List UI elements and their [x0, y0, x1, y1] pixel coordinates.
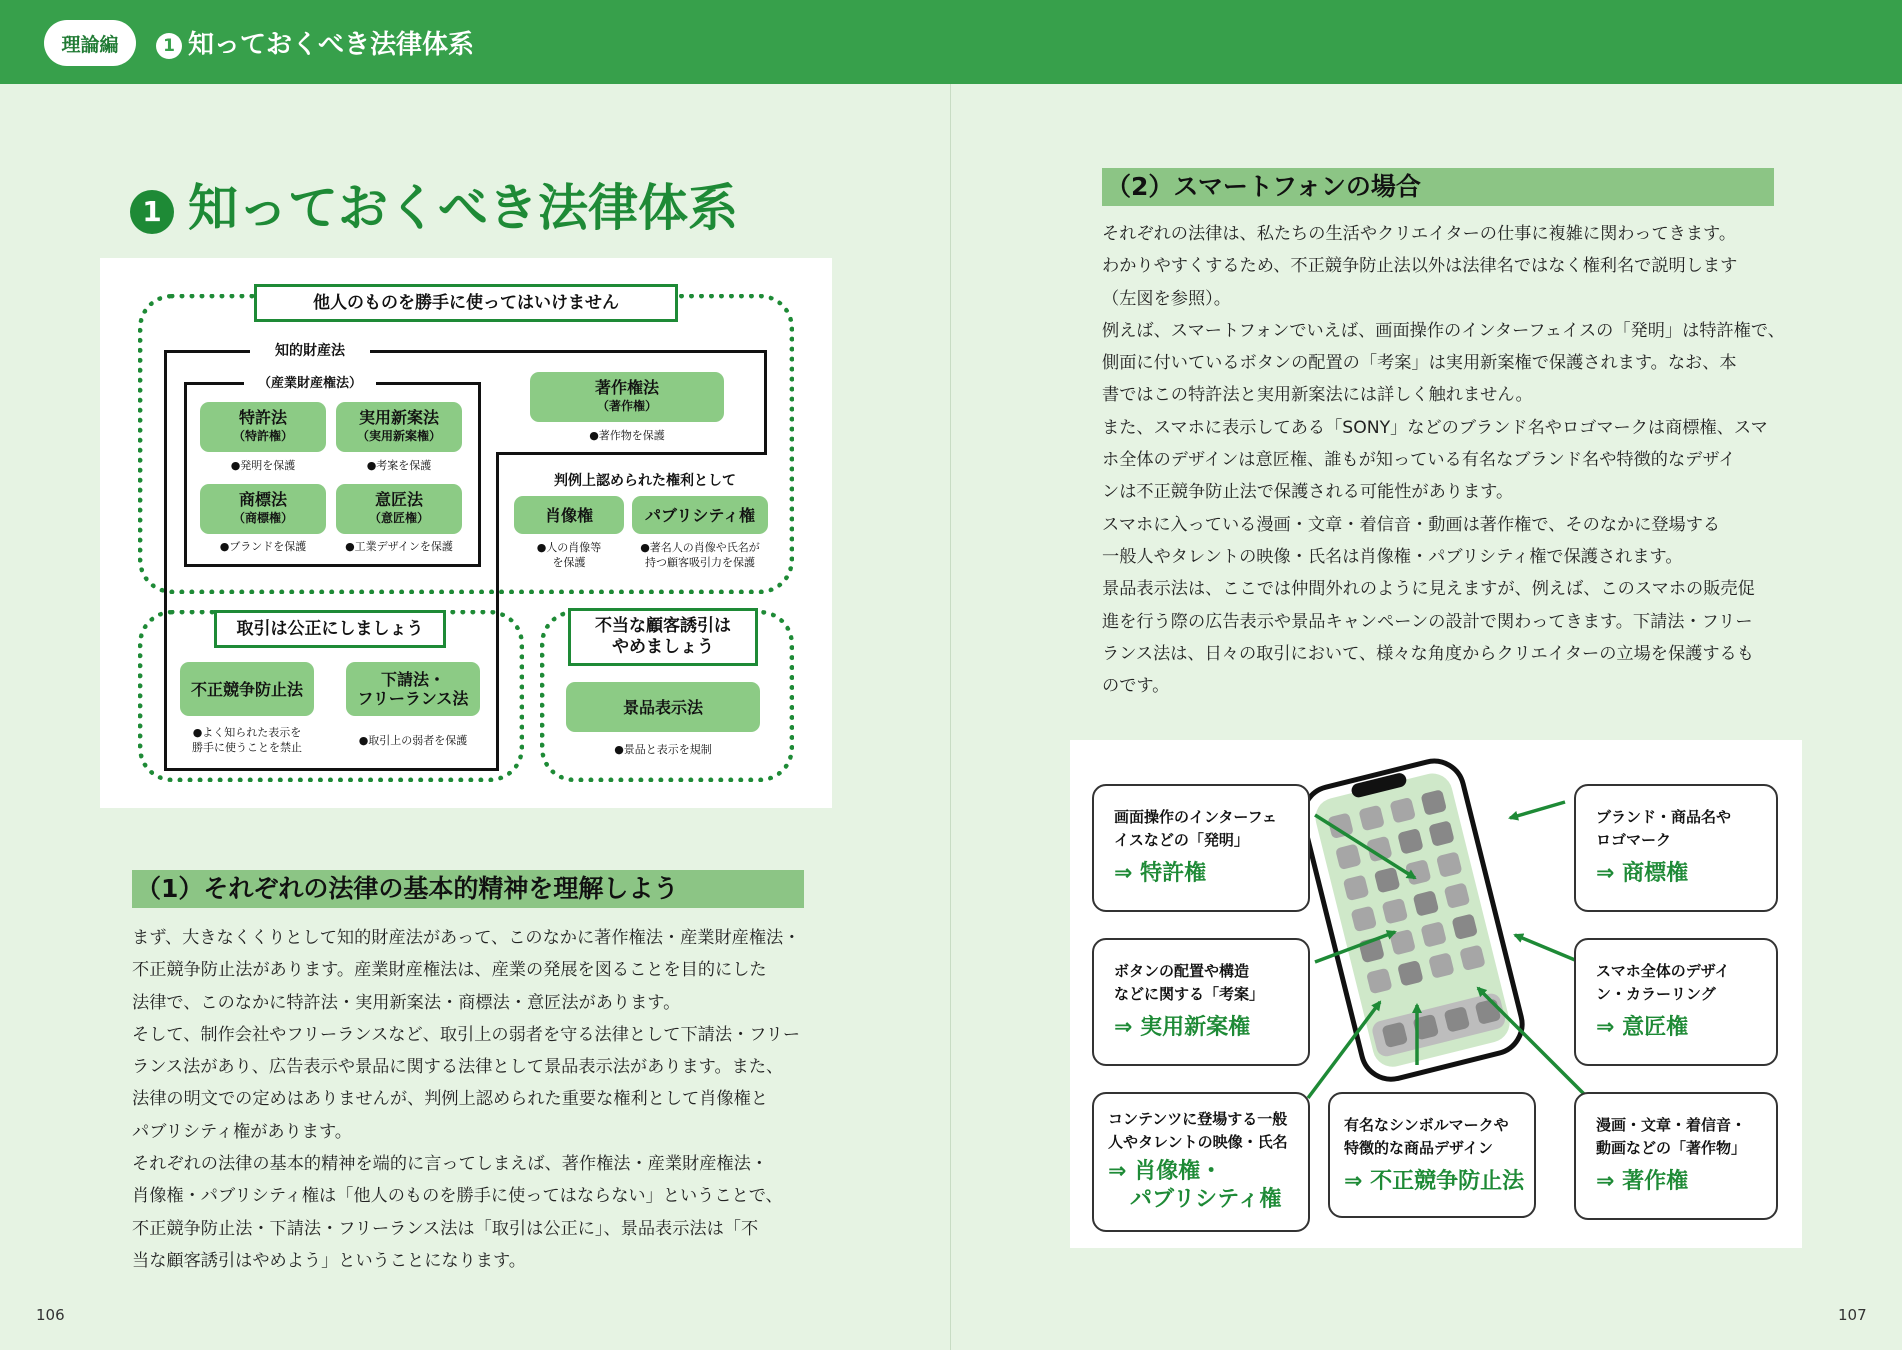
smartphone-diagram — [1070, 740, 1802, 1248]
callout-design — [1574, 938, 1778, 1066]
callout-patent-line1: 画面操作のインターフェ — [1114, 808, 1277, 826]
ip-line-bottom — [164, 768, 499, 771]
callout-patent-line2: イスなどの「発明」 — [1114, 831, 1249, 849]
unfair-title: 不正競争防止法 — [190, 679, 303, 699]
s1-line: ランス法があり、広告表示や景品に関する法律として景品表示法があります。また、 — [132, 1057, 784, 1078]
portrait-title: 肖像権 — [544, 505, 593, 525]
ip-line-left — [164, 350, 167, 770]
callout-trademark-line1: ブランド・商品名や — [1596, 808, 1732, 826]
page-number-right: 107 — [1838, 1306, 1867, 1324]
callout-copyright-line2: 動画などの「著作物」 — [1596, 1139, 1747, 1157]
design-note: ●工業デザインを保護 — [345, 540, 453, 553]
s2-line: ンは不正競争防止法で保護される可能性があります。 — [1102, 482, 1514, 503]
publicity-note-line2: 持つ顧客吸引力を保護 — [645, 556, 755, 569]
s1-line: 法律で、このなかに特許法・実用新案法・商標法・意匠法があります。 — [132, 992, 681, 1013]
subcontract-title2: フリーランス法 — [357, 689, 469, 708]
s2-line: 書ではこの特許法と実用新案法には詳しく触れません。 — [1102, 385, 1533, 406]
trademark-title: 商標法 — [238, 490, 287, 509]
design-sub: （意匠権） — [368, 511, 429, 525]
label-case-law: 判例上認められた権利として — [554, 473, 736, 489]
publicity-note-line1: ●著名人の肖像や氏名が — [640, 541, 760, 554]
s2-line: （左図を参照）。 — [1102, 288, 1231, 309]
page-title-text: 知っておくべき法律体系 — [188, 179, 738, 237]
patent-title: 特許法 — [238, 408, 287, 427]
callout-publicity-right2: パブリシティ権 — [1130, 1187, 1282, 1212]
page-title — [130, 168, 738, 240]
unfair-note-line1: ●よく知られた表示を — [192, 726, 302, 739]
box-premium — [566, 682, 760, 732]
phone-icon — [1297, 755, 1529, 1086]
unfair-note-line2: 勝手に使うことを禁止 — [192, 741, 302, 754]
patent-note: ●発明を保護 — [230, 459, 296, 472]
s2-line: 例えば、スマートフォンでいえば、画面操作のインターフェイスの「発明」は特許権で、 — [1102, 320, 1785, 341]
ip-line-top-a — [164, 350, 250, 353]
design-title: 意匠法 — [374, 490, 423, 509]
utility-title: 実用新案法 — [358, 408, 439, 427]
callout-utility — [1092, 938, 1310, 1066]
label-others: 他人のものを勝手に使ってはいけません — [254, 284, 678, 322]
page-number-left: 106 — [36, 1306, 65, 1324]
box-design — [336, 484, 462, 534]
s2-line: また、スマホに表示してある「SONY」などのブランド名やロゴマークは商標権、スマ — [1102, 417, 1768, 438]
publicity-note — [626, 540, 774, 570]
callout-copyright — [1574, 1092, 1778, 1220]
s2-line: 景品表示法は、ここでは仲間外れのように見えますが、例えば、このスマホの販売促 — [1102, 579, 1755, 600]
callout-patent — [1092, 784, 1310, 912]
s1-line: 法律の明文での定めはありませんが、判例上認められた重要な権利として肖像権と — [132, 1089, 768, 1110]
subcontract-title1: 下請法・ — [380, 670, 445, 689]
box-copyright — [530, 372, 724, 422]
portrait-note-line1: ●人の肖像等 — [536, 541, 602, 554]
callout-trademark — [1574, 784, 1778, 912]
box-utility — [336, 402, 462, 452]
s2-line: 側面に付いているボタンの配置の「考案」は実用新案権で保護されます。なお、本 — [1102, 353, 1737, 374]
ip-line-step-v — [496, 452, 499, 770]
label-induce — [568, 608, 758, 666]
box-unfair-competition — [180, 662, 314, 716]
ind-line-bottom — [184, 564, 481, 567]
section1-body — [132, 922, 832, 1277]
copyright-title: 著作権法 — [594, 378, 659, 397]
utility-note: ●考案を保護 — [366, 459, 432, 472]
premium-title: 景品表示法 — [622, 697, 703, 717]
box-subcontract — [346, 662, 480, 716]
section1-heading: （1）それぞれの法律の基本的精神を理解しよう — [132, 870, 804, 908]
callout-design-line2: ン・カラーリング — [1596, 985, 1716, 1003]
s2-line: わかりやすくするため、不正競争防止法以外は法律名ではなく権利名で説明します — [1102, 256, 1738, 277]
ip-line-top-b — [370, 350, 766, 353]
s2-line: ホ全体のデザインは意匠権、誰もが知っている有名なブランド名や特徴的なデザイ — [1102, 450, 1736, 471]
title-number-icon: 1 — [130, 190, 174, 234]
callout-trademark-right: ⇒ 商標権 — [1596, 861, 1689, 886]
s1-line: 不正競争防止法があります。産業財産権法は、産業の発展を図ることを目的にした — [132, 960, 767, 981]
callout-design-right: ⇒ 意匠権 — [1596, 1015, 1689, 1040]
callout-unfair-right: ⇒ 不正競争防止法 — [1344, 1169, 1525, 1194]
induce-line2: やめましょう — [612, 637, 714, 657]
callout-copyright-line1: 漫画・文章・着信音・ — [1596, 1116, 1747, 1134]
s1-line: 肖像権・パブリシティ権は「他人のものを勝手に使ってはならない」ということで、 — [132, 1186, 783, 1207]
utility-sub: （実用新案権） — [356, 429, 441, 443]
callout-copyright-right: ⇒ 著作権 — [1596, 1169, 1689, 1194]
header-title — [156, 24, 474, 61]
callout-unfair-line1: 有名なシンボルマークや — [1344, 1116, 1509, 1134]
s2-line: 一般人やタレントの映像・氏名は肖像権・パブリシティ権で保護されます。 — [1102, 546, 1683, 567]
ind-line-top-b — [376, 382, 480, 385]
s2-line: それぞれの法律は、私たちの生活やクリエイターの仕事に複雑に関わってきます。 — [1102, 224, 1737, 244]
induce-line1: 不当な顧客誘引は — [595, 616, 731, 636]
s1-line: パブリシティ権があります。 — [132, 1121, 352, 1142]
callout-unfair-line2: 特徴的な商品デザイン — [1344, 1139, 1493, 1157]
callout-trademark-line2: ロゴマーク — [1596, 831, 1672, 849]
patent-sub: （特許権） — [232, 429, 293, 443]
section2-heading: （2）スマートフォンの場合 — [1102, 168, 1774, 206]
ip-line-right — [764, 350, 767, 454]
box-portrait — [514, 496, 624, 534]
box-patent — [200, 402, 326, 452]
ip-line-step-h — [496, 452, 767, 455]
callout-utility-line1: ボタンの配置や構造 — [1114, 962, 1250, 980]
box-publicity — [632, 496, 768, 534]
ind-line-right — [478, 382, 481, 566]
section2-body — [1102, 218, 1822, 702]
subcontract-note: ●取引上の弱者を保護 — [358, 734, 468, 747]
page-spine — [950, 84, 951, 1350]
ind-line-left — [184, 382, 187, 566]
premium-note: ●景品と表示を規制 — [614, 743, 712, 756]
portrait-note — [514, 540, 624, 570]
callout-publicity-line2: 人やタレントの映像・氏名 — [1108, 1133, 1288, 1151]
callout-unfair — [1328, 1092, 1536, 1218]
callout-publicity-line1: コンテンツに登場する一般 — [1108, 1110, 1288, 1128]
label-ip-law: 知的財産法 — [275, 343, 345, 359]
label-industrial: （産業財産権法） — [257, 376, 362, 391]
s2-line: ランス法は、日々の取引において、様々な角度からクリエイターの立場を保護するも — [1102, 643, 1754, 664]
copyright-sub: （著作権） — [596, 399, 657, 413]
s2-line: スマホに入っている漫画・文章・着信音・動画は著作権で、そのなかに登場する — [1102, 514, 1721, 535]
copyright-note: ●著作物を保護 — [589, 429, 665, 442]
trademark-note: ●ブランドを保護 — [219, 540, 307, 553]
callout-utility-right: ⇒ 実用新案権 — [1114, 1015, 1251, 1040]
s1-line: そして、制作会社やフリーランスなど、取引上の弱者を守る法律として下請法・フリー — [132, 1024, 801, 1045]
s2-line: 進を行う際の広告表示や景品キャンペーンの設計で関わってきます。下請法・フリー — [1102, 611, 1753, 632]
s1-line: 当な顧客誘引はやめよう」ということになります。 — [132, 1250, 526, 1271]
law-system-diagram — [100, 258, 832, 808]
section-badge: 理論編 — [44, 20, 136, 66]
s1-line: 不正競争防止法・下請法・フリーランス法は「取引は公正に」、景品表示法は「不 — [132, 1218, 759, 1239]
s1-line: それぞれの法律の基本的精神を端的に言ってしまえば、著作権法・産業財産権法・ — [132, 1154, 768, 1175]
callout-publicity — [1092, 1092, 1310, 1232]
trademark-sub: （商標権） — [232, 511, 293, 525]
callout-design-line1: スマホ全体のデザイ — [1596, 962, 1730, 980]
callout-utility-line2: などに関する「考案」 — [1114, 985, 1265, 1003]
box-trademark — [200, 484, 326, 534]
label-fair: 取引は公正にしましょう — [214, 610, 446, 648]
callout-patent-right: ⇒ 特許権 — [1114, 861, 1207, 886]
s2-line: のです。 — [1102, 676, 1170, 697]
publicity-title: パブリシティ権 — [644, 505, 756, 525]
unfair-note — [174, 725, 320, 755]
ind-line-top-a — [184, 382, 244, 385]
header-title-text: 知っておくべき法律体系 — [188, 30, 475, 60]
portrait-note-line2: を保護 — [552, 556, 586, 569]
s1-line: まず、大きなくくりとして知的財産法があって、このなかに著作権法・産業財産権法・ — [132, 928, 801, 948]
header-number-icon: 1 — [156, 33, 182, 59]
callout-publicity-right: ⇒ 肖像権・ — [1108, 1159, 1223, 1184]
